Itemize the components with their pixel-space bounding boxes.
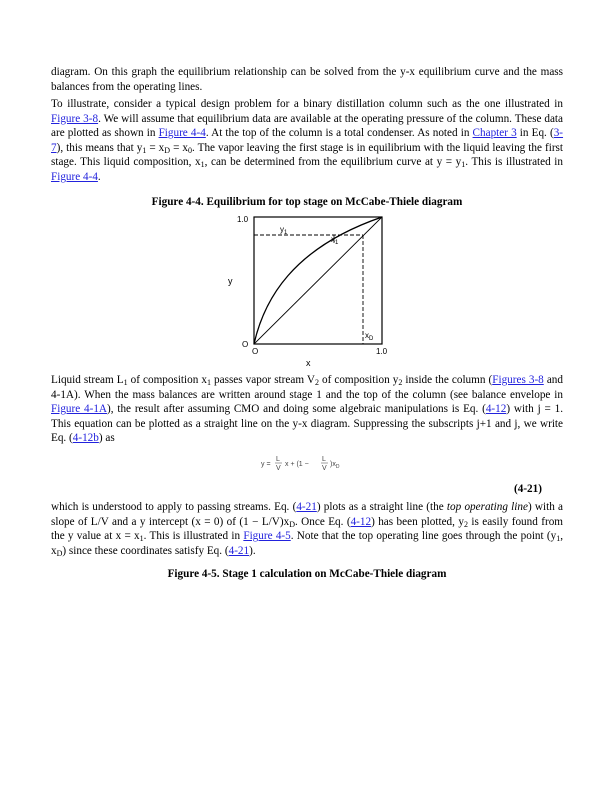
subscript: 1 [206, 378, 211, 387]
text: . This is illustrated in [143, 530, 244, 543]
x-axis-label: x [306, 358, 311, 368]
mccabe-thiele-diagram [222, 210, 397, 370]
subscript: D [56, 548, 63, 558]
figure-4-5-caption: Figure 4-5. Stage 1 calculation on McCabe-Thiele diagram [167, 568, 447, 580]
text: , can be determined from the equilibrium curve at y = y [204, 156, 462, 169]
text: ) plots as a straight line (the [316, 501, 447, 513]
text: . At the top of the column is a total condenser. As noted in [205, 127, 473, 140]
eq-num1: L [276, 456, 280, 463]
link-chapter-3[interactable]: Chapter 3 [472, 127, 517, 140]
text: and 4-1A). When the mass balances are written around stage 1 and the top of the column (see balance envelope in [51, 374, 563, 401]
subscript: 2 [398, 378, 403, 387]
link-figure-4-5[interactable]: Figure 4-5 [243, 530, 291, 543]
text: . The vapor leaving the first stage is in equilibrium with the liquid leaving the first stage. This liquid composition, x [51, 141, 564, 169]
subscript: 1 [139, 534, 144, 544]
eq-den1: V [276, 465, 281, 472]
link-eq-4-21[interactable]: 4-21 [296, 501, 317, 513]
text: . [97, 170, 101, 183]
paragraph-illustrate [51, 97, 563, 185]
y-axis-top-label: 1.0 [237, 215, 249, 224]
subscript: 2 [314, 378, 319, 387]
paragraph-intro [51, 65, 563, 94]
x1-label: $x_1$ [331, 235, 339, 246]
subscript: 1 [556, 534, 561, 544]
link-eq-4-12b[interactable]: 4-12b [72, 432, 99, 445]
subscript: D [164, 145, 171, 155]
equation-number: (4-21) [514, 483, 542, 495]
link-figure-3-8[interactable]: Figure 3-8 [51, 112, 99, 125]
xd-label: $x_D$ [365, 331, 374, 342]
text: which is understood to apply to passing streams. Eq. ( [51, 501, 297, 513]
text: To illustrate, consider a typical design problem for a binary distillation column such as the one illustrated in [51, 98, 563, 110]
text: ) since these coordinates satisfy Eq. ( [62, 544, 229, 557]
eq-lhs: y = [261, 461, 271, 468]
text: in Eq. ( [516, 127, 554, 140]
text: = x [146, 141, 165, 154]
text: . This is illustrated in [465, 156, 564, 169]
subscript: 1 [200, 160, 205, 170]
subscript: D [289, 519, 295, 529]
link-figure-4-4[interactable]: Figure 4-4 [51, 170, 98, 183]
text: diagram. On this graph the equilibrium relationship can be solved from the y-x equilibrium curve and the mass balances from the operating lines. [51, 66, 563, 93]
x-axis-right-label: 1.0 [376, 347, 388, 356]
text: ). [249, 544, 256, 557]
paragraph-operating-line [51, 500, 563, 558]
y-axis-label: y [228, 276, 233, 286]
text: of composition x [127, 374, 207, 386]
equation-4-21 [260, 454, 360, 474]
link-eq-3-7[interactable]: 3-7 [51, 127, 564, 154]
text: ) with j = 1. This equation can be plotted as a straight line on the y-x diagram. Suppressing the subscripts j+1 and j, we write Eq. ( [51, 403, 563, 445]
text: passes vapor stream V [210, 374, 315, 386]
link-eq-4-12[interactable]: 4-12 [350, 515, 372, 528]
subscript: 0 [188, 145, 192, 155]
text: . We will assume that equilibrium data are available at the operating pressure of the column. These data are plotted as shown in [51, 112, 563, 140]
y1-label: $y_1$ [280, 225, 288, 236]
text: inside the column ( [402, 374, 493, 386]
link-eq-4-12[interactable]: 4-12 [485, 403, 507, 416]
paragraph-liquid-stream [51, 373, 563, 446]
origin-y-label: O [242, 340, 249, 349]
text: , x [51, 530, 564, 557]
subscript: 2 [463, 519, 468, 529]
figure-4-4-caption: Figure 4-4. Equilibrium for top stage on McCabe-Thiele diagram [151, 196, 463, 208]
link-eq-4-21[interactable]: 4-21 [228, 544, 250, 557]
eq-mid: x + (1 − [285, 461, 309, 468]
text: is easily found from the y value at x = x [51, 515, 564, 543]
link-figures-3-8[interactable]: Figures 3-8 [492, 374, 544, 386]
eq-tail: )$x_D$ [330, 461, 340, 470]
eq-den2: V [322, 465, 327, 472]
subscript: 1 [461, 160, 466, 170]
emphasis-text: top operating line [446, 501, 528, 513]
origin-x-label: O [252, 347, 259, 356]
eq-num2: L [322, 456, 326, 463]
text: ) has been plotted, y [371, 515, 464, 528]
equation-graphic [260, 454, 360, 474]
figure-4-4-diagram [222, 210, 397, 370]
text: ) as [98, 432, 115, 445]
text: = x [170, 141, 188, 154]
text: ) with a slope of L/V and a y intercept (x = 0) of (1 − L/V)x [51, 501, 563, 528]
link-figure-4-4[interactable]: Figure 4-4 [158, 127, 206, 140]
subscript: 1 [142, 145, 147, 155]
link-figure-4-1a[interactable]: Figure 4-1A [51, 403, 108, 416]
text: . Once Eq. ( [294, 515, 351, 528]
text: ), the result after assuming CMO and doing some algebraic manipulations is Eq. ( [107, 403, 486, 416]
text: . Note that the top operating line goes through the point (y [290, 530, 557, 543]
text: of composition y [318, 374, 399, 386]
text: Liquid stream L [51, 374, 124, 386]
subscript: 1 [123, 378, 128, 387]
text: ), this means that y [56, 141, 143, 154]
